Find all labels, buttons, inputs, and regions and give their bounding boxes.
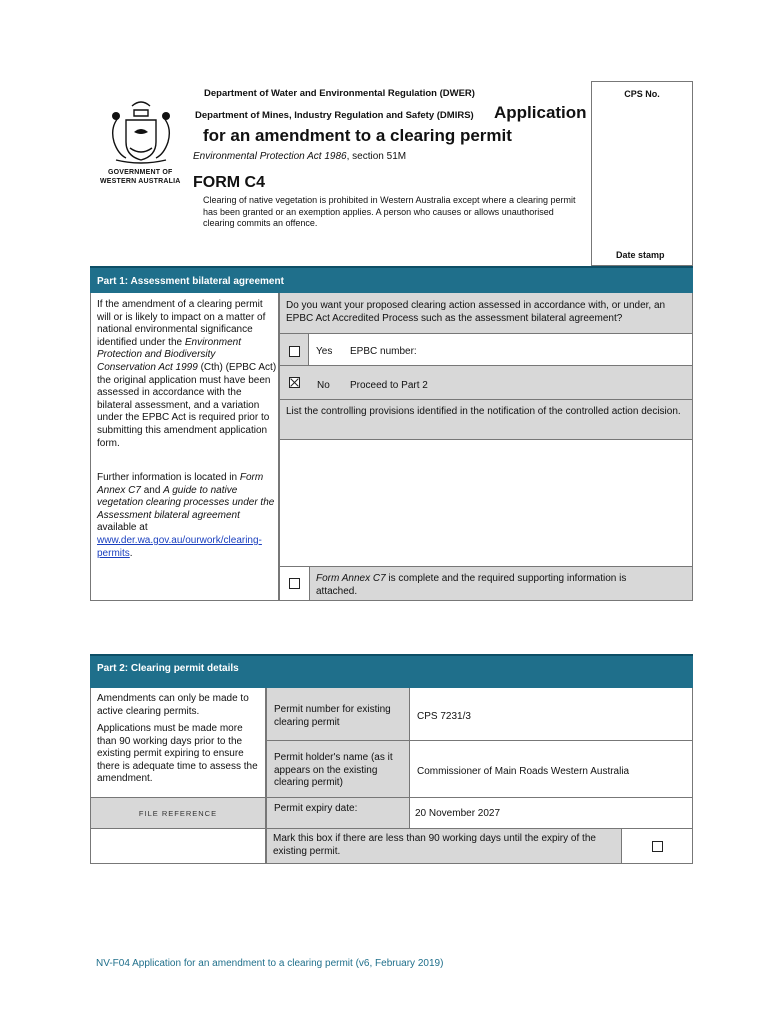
footer-reference: NV-F04 Application for an amendment to a clearing permit (v6, February 2019)	[96, 958, 444, 969]
no-checkbox-checked[interactable]	[289, 377, 300, 388]
no-row	[279, 366, 693, 400]
file-reference-cell	[90, 798, 266, 829]
cps-number-box[interactable]	[591, 81, 693, 266]
expiry-date-label: Permit expiry date:	[274, 803, 358, 814]
annex-row	[310, 567, 693, 601]
part1-title: Part 1: Assessment bilateral agreement	[97, 276, 284, 287]
dmirs-heading: Department of Mines, Industry Regulation and Safety (DMIRS)	[195, 110, 474, 121]
holder-name-field[interactable]	[410, 741, 693, 798]
logo-text-line2: WESTERN AUSTRALIA	[100, 178, 181, 185]
part2-title: Part 2: Clearing permit details	[97, 663, 239, 674]
permit-number-field[interactable]	[410, 688, 693, 741]
file-reference-blank	[90, 829, 266, 864]
government-logo	[96, 96, 186, 188]
working-days-note: Applications must be made more than 90 working days prior to the existing permit expiring to ensure there is adequate time to assess the amendment.	[97, 723, 258, 785]
controlling-provisions-label-cell	[279, 400, 693, 440]
yes-checkbox[interactable]	[289, 346, 300, 357]
epbc-question: Do you want your proposed clearing action assessed in accordance with, or under, an EPBC Act Accredited Process such as the assessment bilateral agreement?	[286, 300, 666, 324]
date-stamp-label: Date stamp	[616, 250, 665, 260]
proceed-label: Proceed to Part 2	[350, 380, 428, 391]
amendments-active-note: Amendments can only be made to active clearing permits.	[97, 693, 249, 717]
clearing-notice: Clearing of native vegetation is prohibited in Western Australia except where a clearing permit has been granted or an exemption applies. A person who causes or allows unauthorised clearing commits an offence.	[203, 195, 576, 228]
mark-box-label-cell	[266, 829, 622, 864]
annex-checkbox[interactable]	[289, 578, 300, 589]
form-number: FORM C4	[193, 174, 265, 191]
file-reference-label: FILE REFERENCE	[138, 809, 218, 818]
act-reference: Environmental Protection Act 1986, section 51M	[193, 151, 407, 162]
expiry-date-field[interactable]	[410, 798, 693, 829]
part1-further-info: Further information is located in Form Annex C7 and A guide to native vegetation clearing processes under the Assessment bilateral agreement available at www.der.wa.gov.au/ourwork/clearing-permits.	[97, 472, 275, 559]
yes-label: Yes	[316, 346, 333, 357]
expiry-date-label-cell	[266, 798, 410, 829]
holder-name-label-cell	[266, 741, 410, 798]
form-title: for an amendment to a clearing permit	[203, 126, 512, 145]
no-label: No	[317, 380, 330, 391]
wa-crest-icon	[96, 96, 186, 168]
permit-number-value: CPS 7231/3	[417, 711, 471, 722]
dwer-heading: Department of Water and Environmental Regulation (DWER)	[204, 88, 475, 99]
less-than-90-days-checkbox[interactable]	[652, 841, 663, 852]
expiry-date-value: 20 November 2027	[415, 808, 501, 819]
holder-name-value: Commissioner of Main Roads Western Australia	[417, 766, 630, 777]
controlling-provisions-label: List the controlling provisions identified in the notification of the controlled action decision.	[286, 406, 681, 417]
permit-number-label-cell	[266, 688, 410, 741]
controlling-provisions-input[interactable]	[279, 440, 693, 567]
epbc-number-label: EPBC number:	[350, 346, 417, 357]
mark-box-label: Mark this box if there are less than 90 working days until the expiry of the existing permit.	[273, 833, 596, 857]
cps-number-label: CPS No.	[624, 89, 660, 99]
yes-row	[309, 334, 693, 366]
application-word: Application	[494, 103, 587, 122]
part2-left-column	[90, 688, 266, 798]
part1-header	[90, 266, 693, 293]
epbc-question-cell	[279, 293, 693, 334]
part1-epbc-info: If the amendment of a clearing permit will or is likely to impact on a matter of national environmental significance identified under the Environment Protection and Biodiversity Conservation Act 1999 (Cth) (EPBC Act) the original application must have been assessed in accordance with the bilateral assessment, and a variation under the EPBC Act is required prior to submitting this amendment application form.	[97, 299, 277, 449]
part2-header	[90, 654, 693, 688]
holder-name-label: Permit holder's name (as it appears on the existing clearing permit)	[274, 752, 393, 789]
annex-complete-label: Form Annex C7 is complete and the required supporting information is attached.	[316, 573, 627, 597]
clearing-permits-link[interactable]: www.der.wa.gov.au/ourwork/clearing-permits	[97, 534, 262, 559]
permit-number-label: Permit number for existing clearing permit	[274, 704, 391, 728]
logo-text-line1: GOVERNMENT OF	[108, 169, 173, 176]
